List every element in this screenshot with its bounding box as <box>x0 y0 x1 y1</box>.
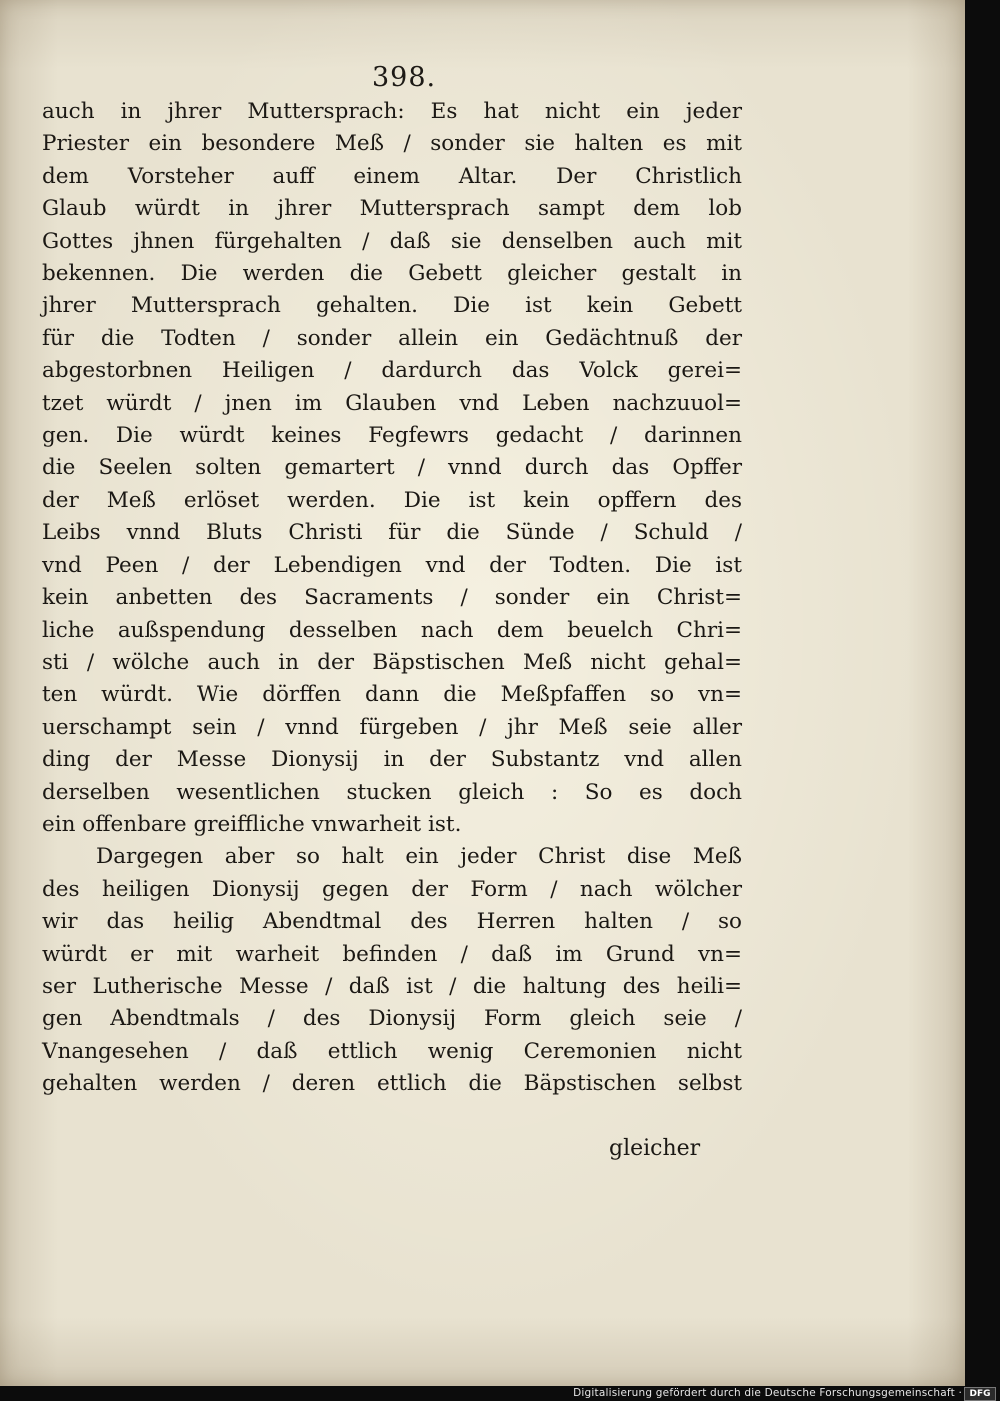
text-line: jhrer Muttersprach gehalten. Die ist kein Gebett <box>42 293 742 319</box>
text-line: für die Todten / sonder allein ein Gedächtnuß der <box>42 325 742 351</box>
text-line: auch in jhrer Muttersprach: Es hat nicht ein jeder <box>42 99 742 124</box>
text-line: wir das heilig Abendtmal des Herren halten / so <box>42 909 742 935</box>
text-line: bekennen. Die werden die Gebett gleicher gestalt in <box>42 261 742 287</box>
text-line: der Meß erlöset werden. Die ist kein opffern des <box>42 487 742 513</box>
text-line: ser Lutherische Messe / daß ist / die haltung des heili= <box>42 973 742 999</box>
funding-credit: Digitalisierung gefördert durch die Deutsche Forschungsgemeinschaft · <box>573 1387 962 1399</box>
text-line: gen Abendtmals / des Dionysij Form gleich seie / <box>42 1006 742 1032</box>
text-line: würdt er mit warheit befinden / daß im Grund vn= <box>42 941 742 967</box>
text-line: Gottes jhnen fürgehalten / daß sie denselben auch mit <box>42 228 742 254</box>
text-line: Leibs vnnd Bluts Christi für die Sünde / Schuld / <box>42 520 742 546</box>
text-line: abgestorbnen Heiligen / dardurch das Volck gerei= <box>42 358 742 384</box>
text-line: kein anbetten des Sacraments / sonder ein Christ= <box>42 585 742 611</box>
text-line: sti / wölche auch in der Bäpstischen Meß nicht gehal= <box>42 649 742 675</box>
text-line: liche außspendung desselben nach dem beuelch Chri= <box>42 617 742 643</box>
paragraph-start-line: Dargegen aber so halt ein jeder Christ dise Meß <box>96 844 742 870</box>
text-line: ein offenbare greiffliche vnwarheit ist. <box>42 811 462 837</box>
text-line: dem Vorsteher auff einem Altar. Der Christlich <box>42 163 742 189</box>
text-line: uerschampt sein / vnnd fürgeben / jhr Meß seie aller <box>42 714 742 740</box>
text-line: ten würdt. Wie dörffen dann die Meßpfaffen so vn= <box>42 682 742 708</box>
text-line: gen. Die würdt keines Fegfewrs gedacht / darinnen <box>42 423 742 449</box>
dfg-logo: DFG <box>964 1387 996 1401</box>
text-line: ding der Messe Dionysij in der Substantz vnd allen <box>42 747 742 773</box>
text-line: Priester ein besondere Meß / sonder sie halten es mit <box>42 131 742 157</box>
text-line: Vnangesehen / daß ettlich wenig Ceremonien nicht <box>42 1038 742 1064</box>
text-line: die Seelen solten gemartert / vnnd durch das Opffer <box>42 455 742 481</box>
page-number: 398. <box>372 62 437 93</box>
text-line: gehalten werden / deren ettlich die Bäpstischen selbst <box>42 1071 742 1097</box>
text-line: vnd Peen / der Lebendigen vnd der Todten. Die ist <box>42 552 742 578</box>
text-line: des heiligen Dionysij gegen der Form / nach wölcher <box>42 876 742 902</box>
text-line: derselben wesentlichen stucken gleich : So es doch <box>42 779 742 805</box>
text-line: Glaub würdt in jhrer Muttersprach sampt dem lob <box>42 196 742 222</box>
catchword: gleicher <box>609 1136 701 1161</box>
body-text <box>42 96 742 1101</box>
text-line: tzet würdt / jnen im Glauben vnd Leben nachzuuol= <box>42 390 742 416</box>
